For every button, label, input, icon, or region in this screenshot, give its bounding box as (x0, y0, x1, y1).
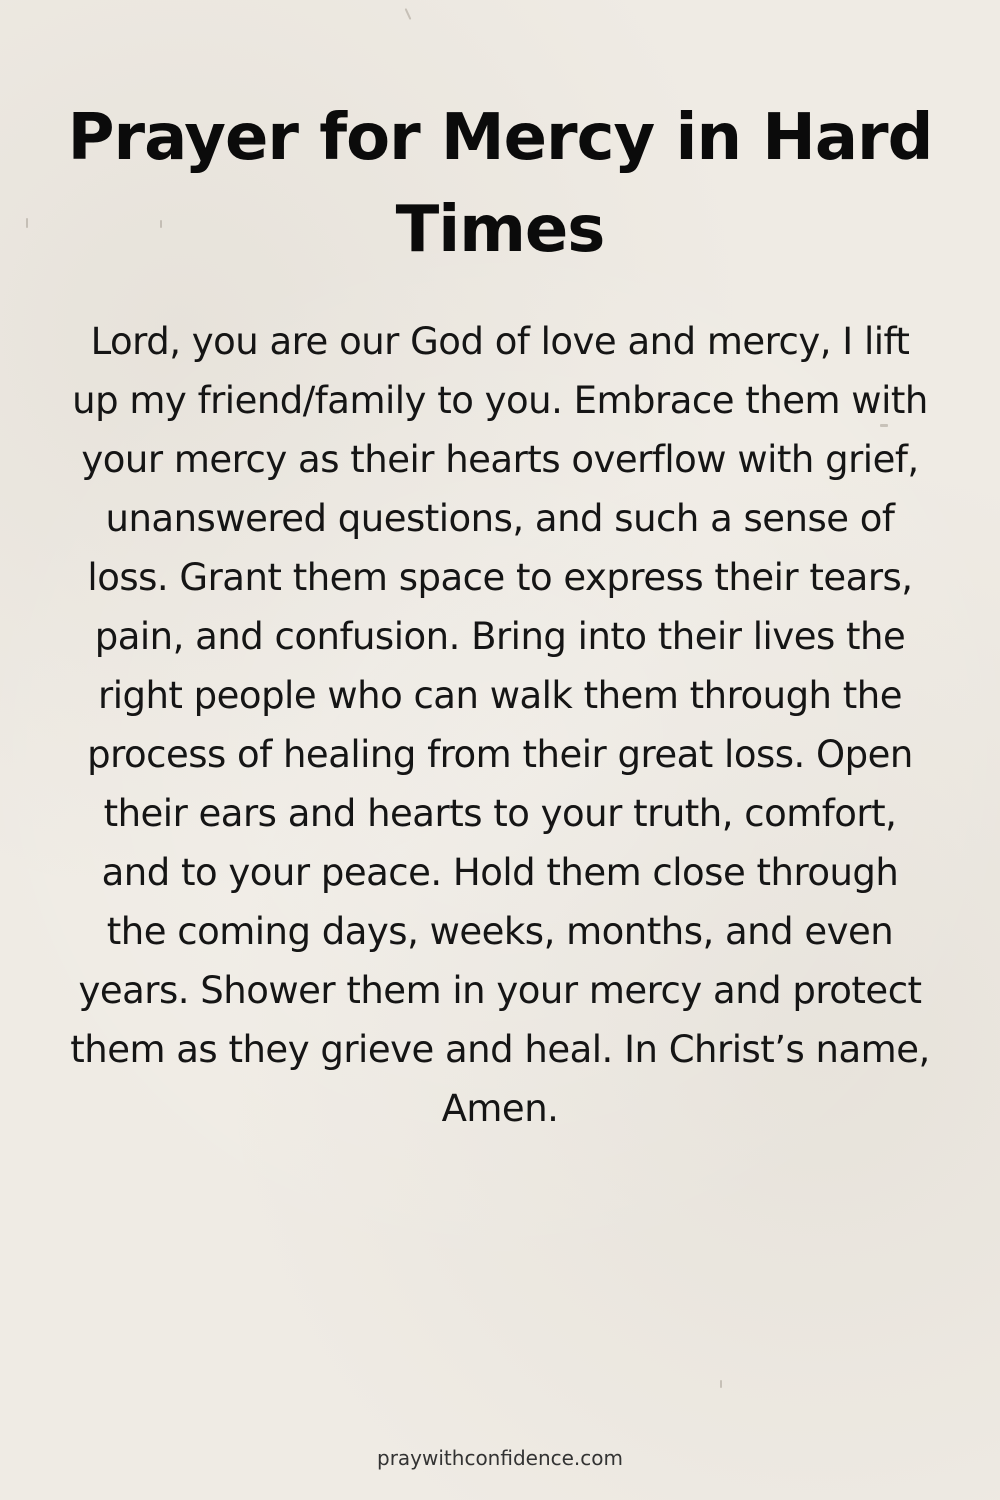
paper-fleck (26, 218, 28, 228)
prayer-text: Lord, you are our God of love and mercy, I lift up my friend/family to you. Embrace them with your mercy as their hearts overflow with grief, unanswered questions, and such a sense of loss. Grant them space to express their tears, pain, and confusion. Bring into their lives the right people who can walk them through the process of healing from their great loss. Open their ears and hearts to your truth, comfort, and to your peace. Hold them close through the coming days, weeks, months, and even years. Shower them in your mercy and protect them as they grieve and heal. In Christ’s name, Amen. (70, 320, 930, 1130)
page-title: Prayer for Mercy in Hard Times (67, 101, 933, 267)
paper-fleck (720, 1380, 722, 1388)
paper-fleck (405, 8, 412, 20)
site-url: praywithconfidence.com (377, 1446, 623, 1470)
